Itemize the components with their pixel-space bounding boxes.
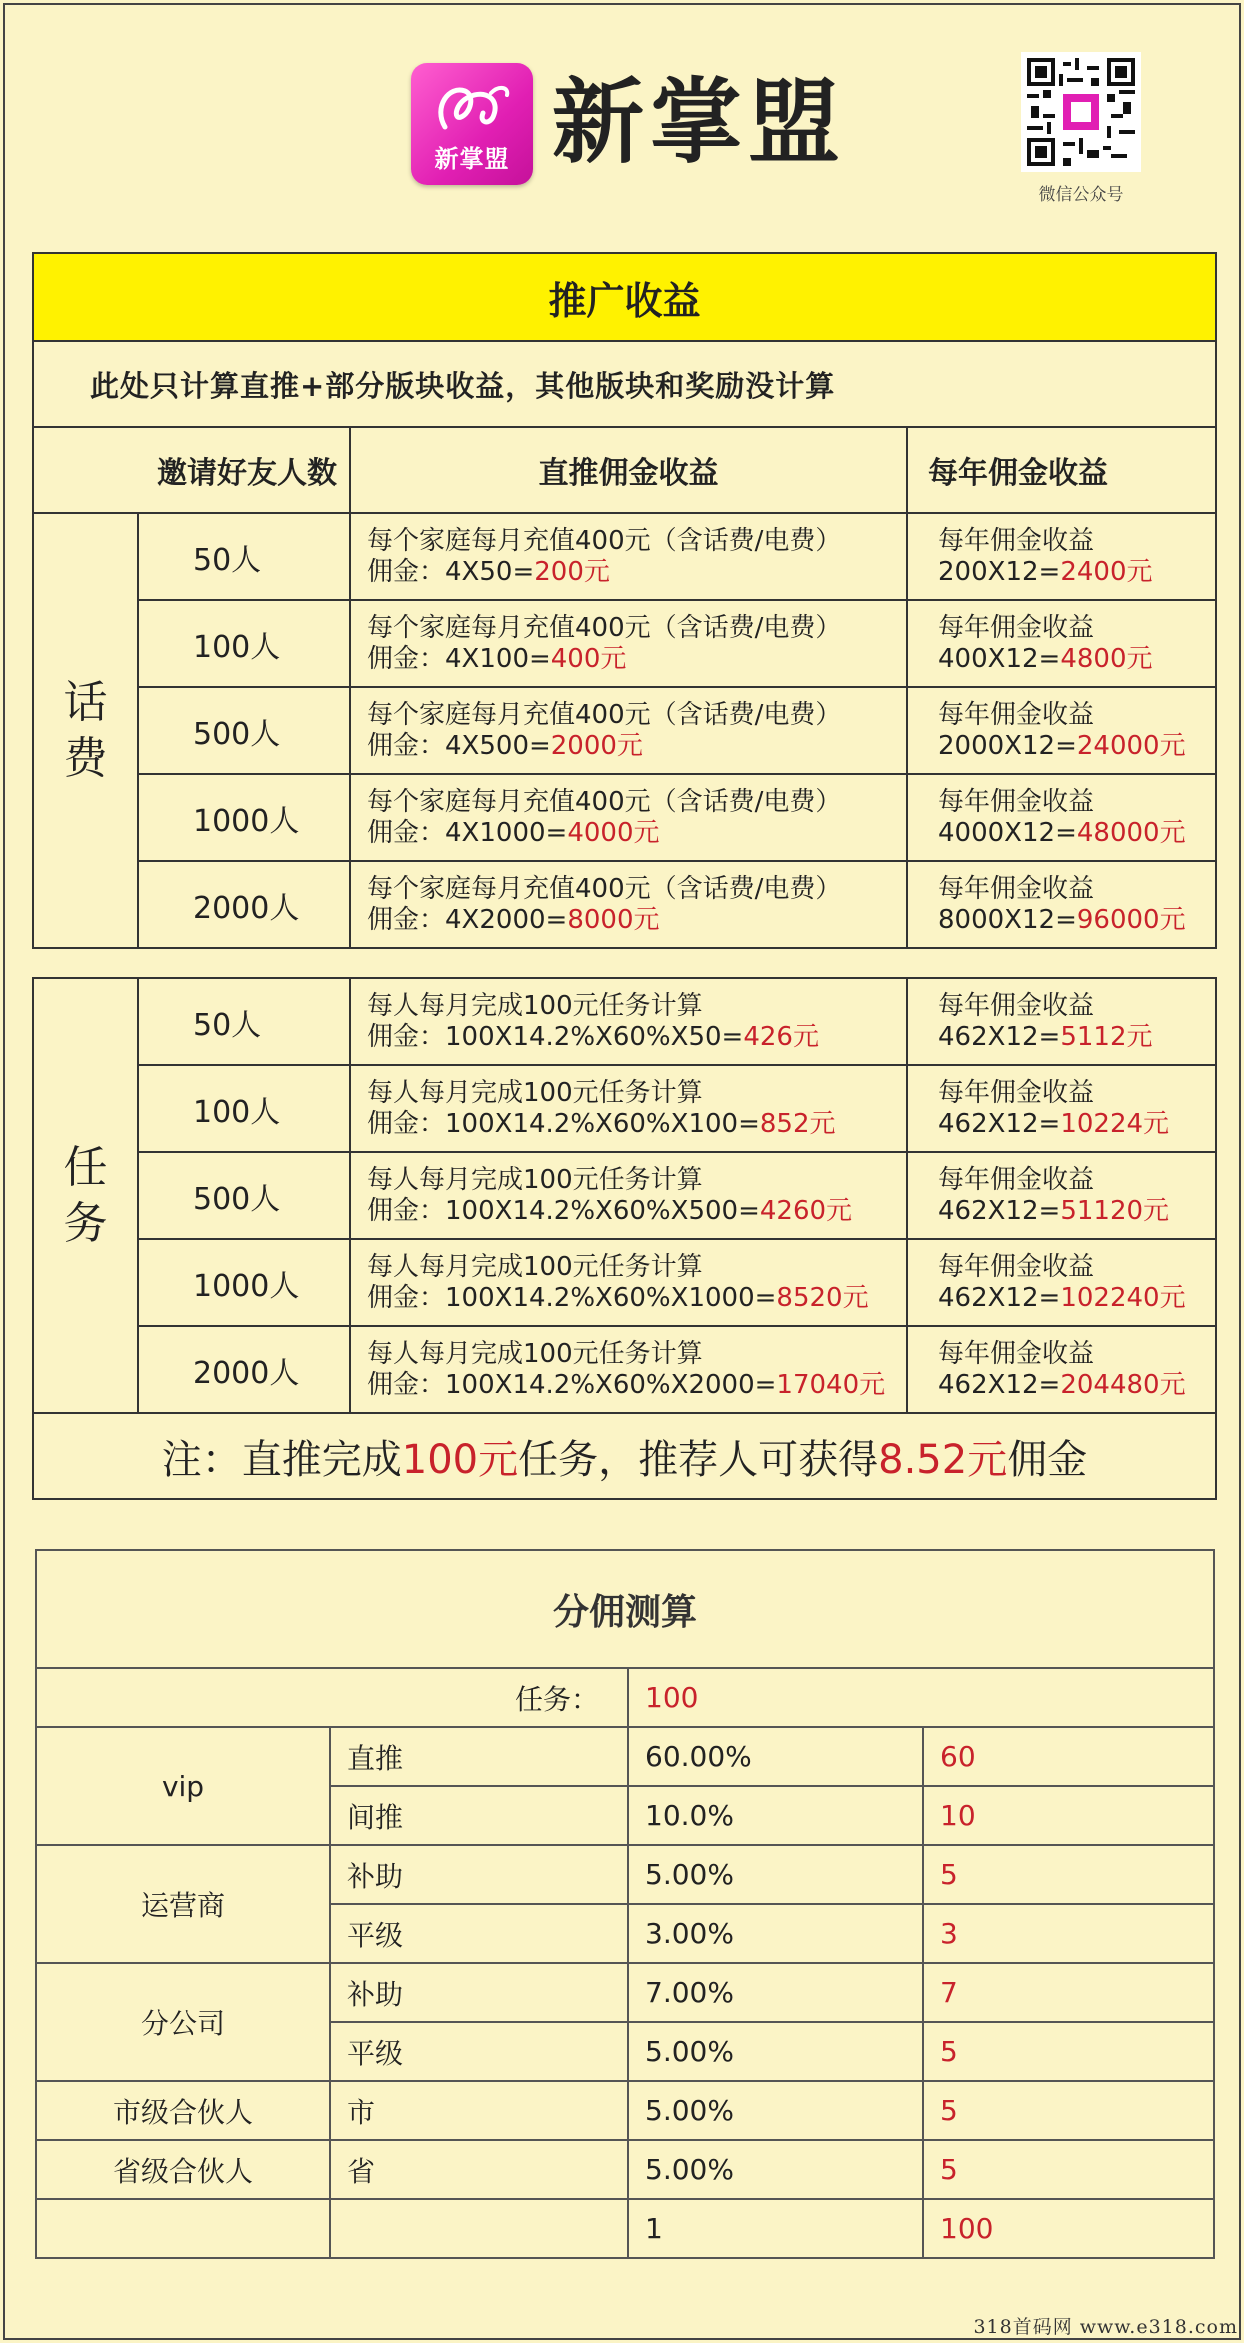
direct-commission: 每人每月完成100元任务计算 佣金：100X14.2%X60%X50=426元 [350,978,907,1065]
yearly-commission: 每年佣金收益 462X12=102240元 [907,1239,1216,1326]
commission-amount: 60 [923,1727,1214,1786]
commission-type: 补助 [330,1963,628,2022]
invite-count: 100人 [138,600,350,687]
promo-table [32,252,1217,949]
total-empty-cell [330,2199,628,2258]
yearly-commission: 每年佣金收益 2000X12=24000元 [907,687,1216,774]
direct-commission: 每个家庭每月充值400元（含话费/电费） 佣金：4X100=400元 [350,600,907,687]
direct-commission: 每人每月完成100元任务计算 佣金：100X14.2%X60%X1000=8520元 [350,1239,907,1326]
direct-commission: 每人每月完成100元任务计算 佣金：100X14.2%X60%X500=4260元 [350,1152,907,1239]
promo-note: 此处只计算直推+部分版块收益，其他版块和奖励没计算 [33,341,1216,427]
commission-type: 平级 [330,1904,628,1963]
commission-rate: 3.00% [628,1904,923,1963]
header-yearly-commission: 每年佣金收益 [907,427,1216,513]
yearly-commission: 每年佣金收益 462X12=51120元 [907,1152,1216,1239]
commission-rate: 5.00% [628,2081,923,2140]
commission-type: 补助 [330,1845,628,1904]
invite-count: 500人 [138,687,350,774]
app-logo [411,63,533,185]
task-section-label: 任 务 [33,978,138,1413]
commission-rate: 10.0% [628,1786,923,1845]
direct-commission: 每人每月完成100元任务计算 佣金：100X14.2%X60%X100=852元 [350,1065,907,1152]
promo-footnote: 注：直推完成100元任务，推荐人可获得8.52元佣金 [33,1413,1216,1499]
direct-commission: 每个家庭每月充值400元（含话费/电费） 佣金：4X50=200元 [350,513,907,600]
invite-count: 500人 [138,1152,350,1239]
yearly-commission: 每年佣金收益 200X12=2400元 [907,513,1216,600]
split-commission-table [35,1549,1215,2259]
qr-label: 微信公众号 [1038,185,1124,205]
logo-swirl-icon [431,77,513,139]
commission-amount: 3 [923,1904,1214,1963]
brand-name: 新掌盟 [552,69,847,176]
group-vip: vip [36,1727,330,1845]
direct-commission: 每人每月完成100元任务计算 佣金：100X14.2%X60%X2000=17040元 [350,1326,907,1413]
yearly-commission: 每年佣金收益 462X12=5112元 [907,978,1216,1065]
qr-code [1021,52,1141,172]
commission-rate: 5.00% [628,2022,923,2081]
yearly-commission: 每年佣金收益 400X12=4800元 [907,600,1216,687]
qr-code-icon [1027,58,1135,166]
task-value: 100 [628,1668,1214,1727]
yearly-commission: 每年佣金收益 8000X12=96000元 [907,861,1216,948]
task-table [32,977,1217,1500]
invite-count: 100人 [138,1065,350,1152]
group-city-partner: 市级合伙人 [36,2081,330,2140]
commission-amount: 7 [923,1963,1214,2022]
yearly-commission: 每年佣金收益 462X12=204480元 [907,1326,1216,1413]
invite-count: 2000人 [138,861,350,948]
invite-count: 1000人 [138,774,350,861]
commission-amount: 5 [923,2022,1214,2081]
commission-rate: 60.00% [628,1727,923,1786]
split-title: 分佣测算 [36,1550,1214,1668]
logo-text: 新掌盟 [434,145,510,173]
commission-type: 间推 [330,1786,628,1845]
header-invite-count: 邀请好友人数 [33,427,350,513]
group-branch: 分公司 [36,1963,330,2081]
commission-amount: 5 [923,2140,1214,2199]
invite-count: 2000人 [138,1326,350,1413]
commission-type: 直推 [330,1727,628,1786]
promo-title: 推广收益 [33,253,1216,341]
invite-count: 1000人 [138,1239,350,1326]
commission-type: 平级 [330,2022,628,2081]
invite-count: 50人 [138,978,350,1065]
commission-amount: 10 [923,1786,1214,1845]
total-empty-cell [36,2199,330,2258]
header-direct-commission: 直推佣金收益 [350,427,907,513]
commission-type: 市 [330,2081,628,2140]
yearly-commission: 每年佣金收益 4000X12=48000元 [907,774,1216,861]
invite-count: 50人 [138,513,350,600]
commission-rate: 5.00% [628,1845,923,1904]
site-watermark: 318首码网 www.e318.com [973,2316,1238,2338]
task-label: 任务： [36,1668,628,1727]
yearly-commission: 每年佣金收益 462X12=10224元 [907,1065,1216,1152]
commission-rate: 5.00% [628,2140,923,2199]
direct-commission: 每个家庭每月充值400元（含话费/电费） 佣金：4X1000=4000元 [350,774,907,861]
direct-commission: 每个家庭每月充值400元（含话费/电费） 佣金：4X500=2000元 [350,687,907,774]
commission-amount: 5 [923,2081,1214,2140]
commission-rate: 7.00% [628,1963,923,2022]
commission-amount: 5 [923,1845,1214,1904]
total-amount: 100 [923,2199,1214,2258]
commission-type: 省 [330,2140,628,2199]
total-rate: 1 [628,2199,923,2258]
group-province-partner: 省级合伙人 [36,2140,330,2199]
group-operator: 运营商 [36,1845,330,1963]
phone-section-label: 话 费 [33,513,138,948]
direct-commission: 每个家庭每月充值400元（含话费/电费） 佣金：4X2000=8000元 [350,861,907,948]
